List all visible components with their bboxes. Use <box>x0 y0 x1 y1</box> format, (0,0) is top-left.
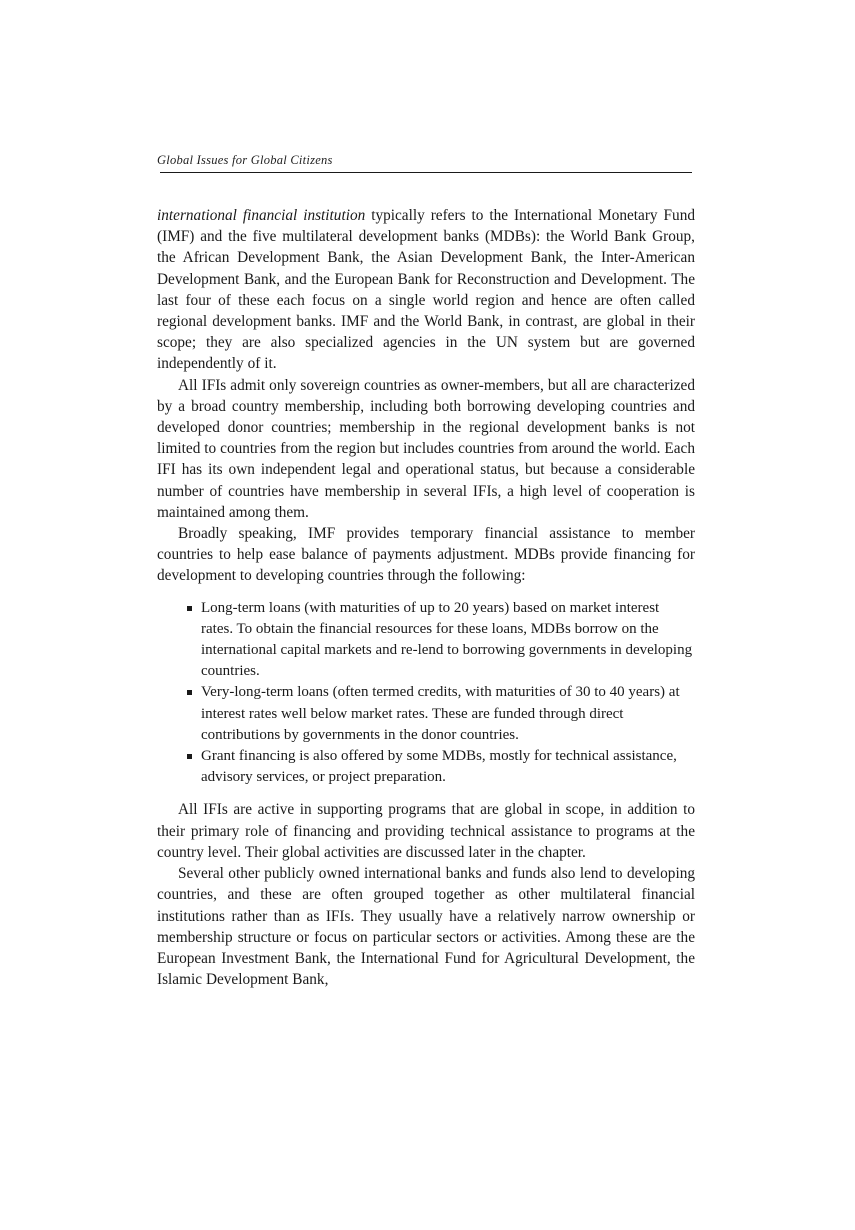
list-item-label: Very-long-term loans (often termed credits, with maturities of 30 to 40 years) at interest rates well below market rates. These are funded through direct contributions by governments in the donor countries. <box>201 684 680 743</box>
list-item <box>187 746 695 788</box>
paragraph-ifi-definition <box>157 205 695 375</box>
paragraph-global-programs: All IFIs are active in supporting programs that are global in scope, in addition to their primary role of financing and providing technical assistance to programs at the country level. Their global activities are discussed later in the chapter. <box>157 801 695 861</box>
list-item <box>187 598 695 683</box>
square-bullet-icon <box>187 690 192 695</box>
square-bullet-icon <box>187 754 192 759</box>
list-item-label: Long-term loans (with maturities of up to 20 years) based on market interest rates. To obtain the financial resources for these loans, MDBs borrow on the international capital markets and re-lend to borrowing governments in developing countries. <box>201 599 693 680</box>
paragraph-other-institutions: Several other publicly owned international banks and funds also lend to developing countries, and these are often grouped together as other multilateral financial institutions rather than as IFIs. They usually have a relatively narrow ownership or membership structure or focus on particular sectors or activities. Among these are the European Investment Bank, the International Fund for Agricultural Development, the Islamic Development Bank, <box>157 865 695 989</box>
paragraph-membership: All IFIs admit only sovereign countries as owner-members, but all are characterized by a broad country membership, including both borrowing developing countries and developed donor countries; membership in the regional development banks is not limited to countries from the region but includes countries from around the world. Each IFI has its own independent legal and operational status, but because a considerable number of countries have membership in several IFIs, a high level of cooperation is maintained among them. <box>157 376 695 521</box>
italic-term-international-financial-institution: international financial institution <box>157 207 366 224</box>
list-item-label: Grant financing is also offered by some MDBs, mostly for technical assistance, advisory services, or project preparation. <box>201 748 677 786</box>
paragraph-ifi-definition-text: typically refers to the International Monetary Fund (IMF) and the five multilateral development banks (MDBs): the World Bank Group, the African Development Bank, the Asian Development Bank, the Inter-American Development Bank, and the European Bank for Reconstruction and Development. The last four of these each focus on a single world region and hence are often called regional development banks. IMF and the World Bank, in contrast, are global in their scope; they are also specialized agencies in the UN system but are governed independently of it. <box>157 207 695 373</box>
running-header: Global Issues for Global Citizens <box>157 153 333 167</box>
paragraph-broadly-speaking: Broadly speaking, IMF provides temporary financial assistance to member countries to help ease balance of payments adjustment. MDBs provide financing for development to developing countries through the following: <box>157 525 695 585</box>
page-content <box>157 152 695 990</box>
list-item <box>187 682 695 746</box>
financing-modalities-list <box>157 598 695 789</box>
header-rule <box>160 172 692 173</box>
square-bullet-icon <box>187 606 192 611</box>
body-text <box>157 205 695 990</box>
